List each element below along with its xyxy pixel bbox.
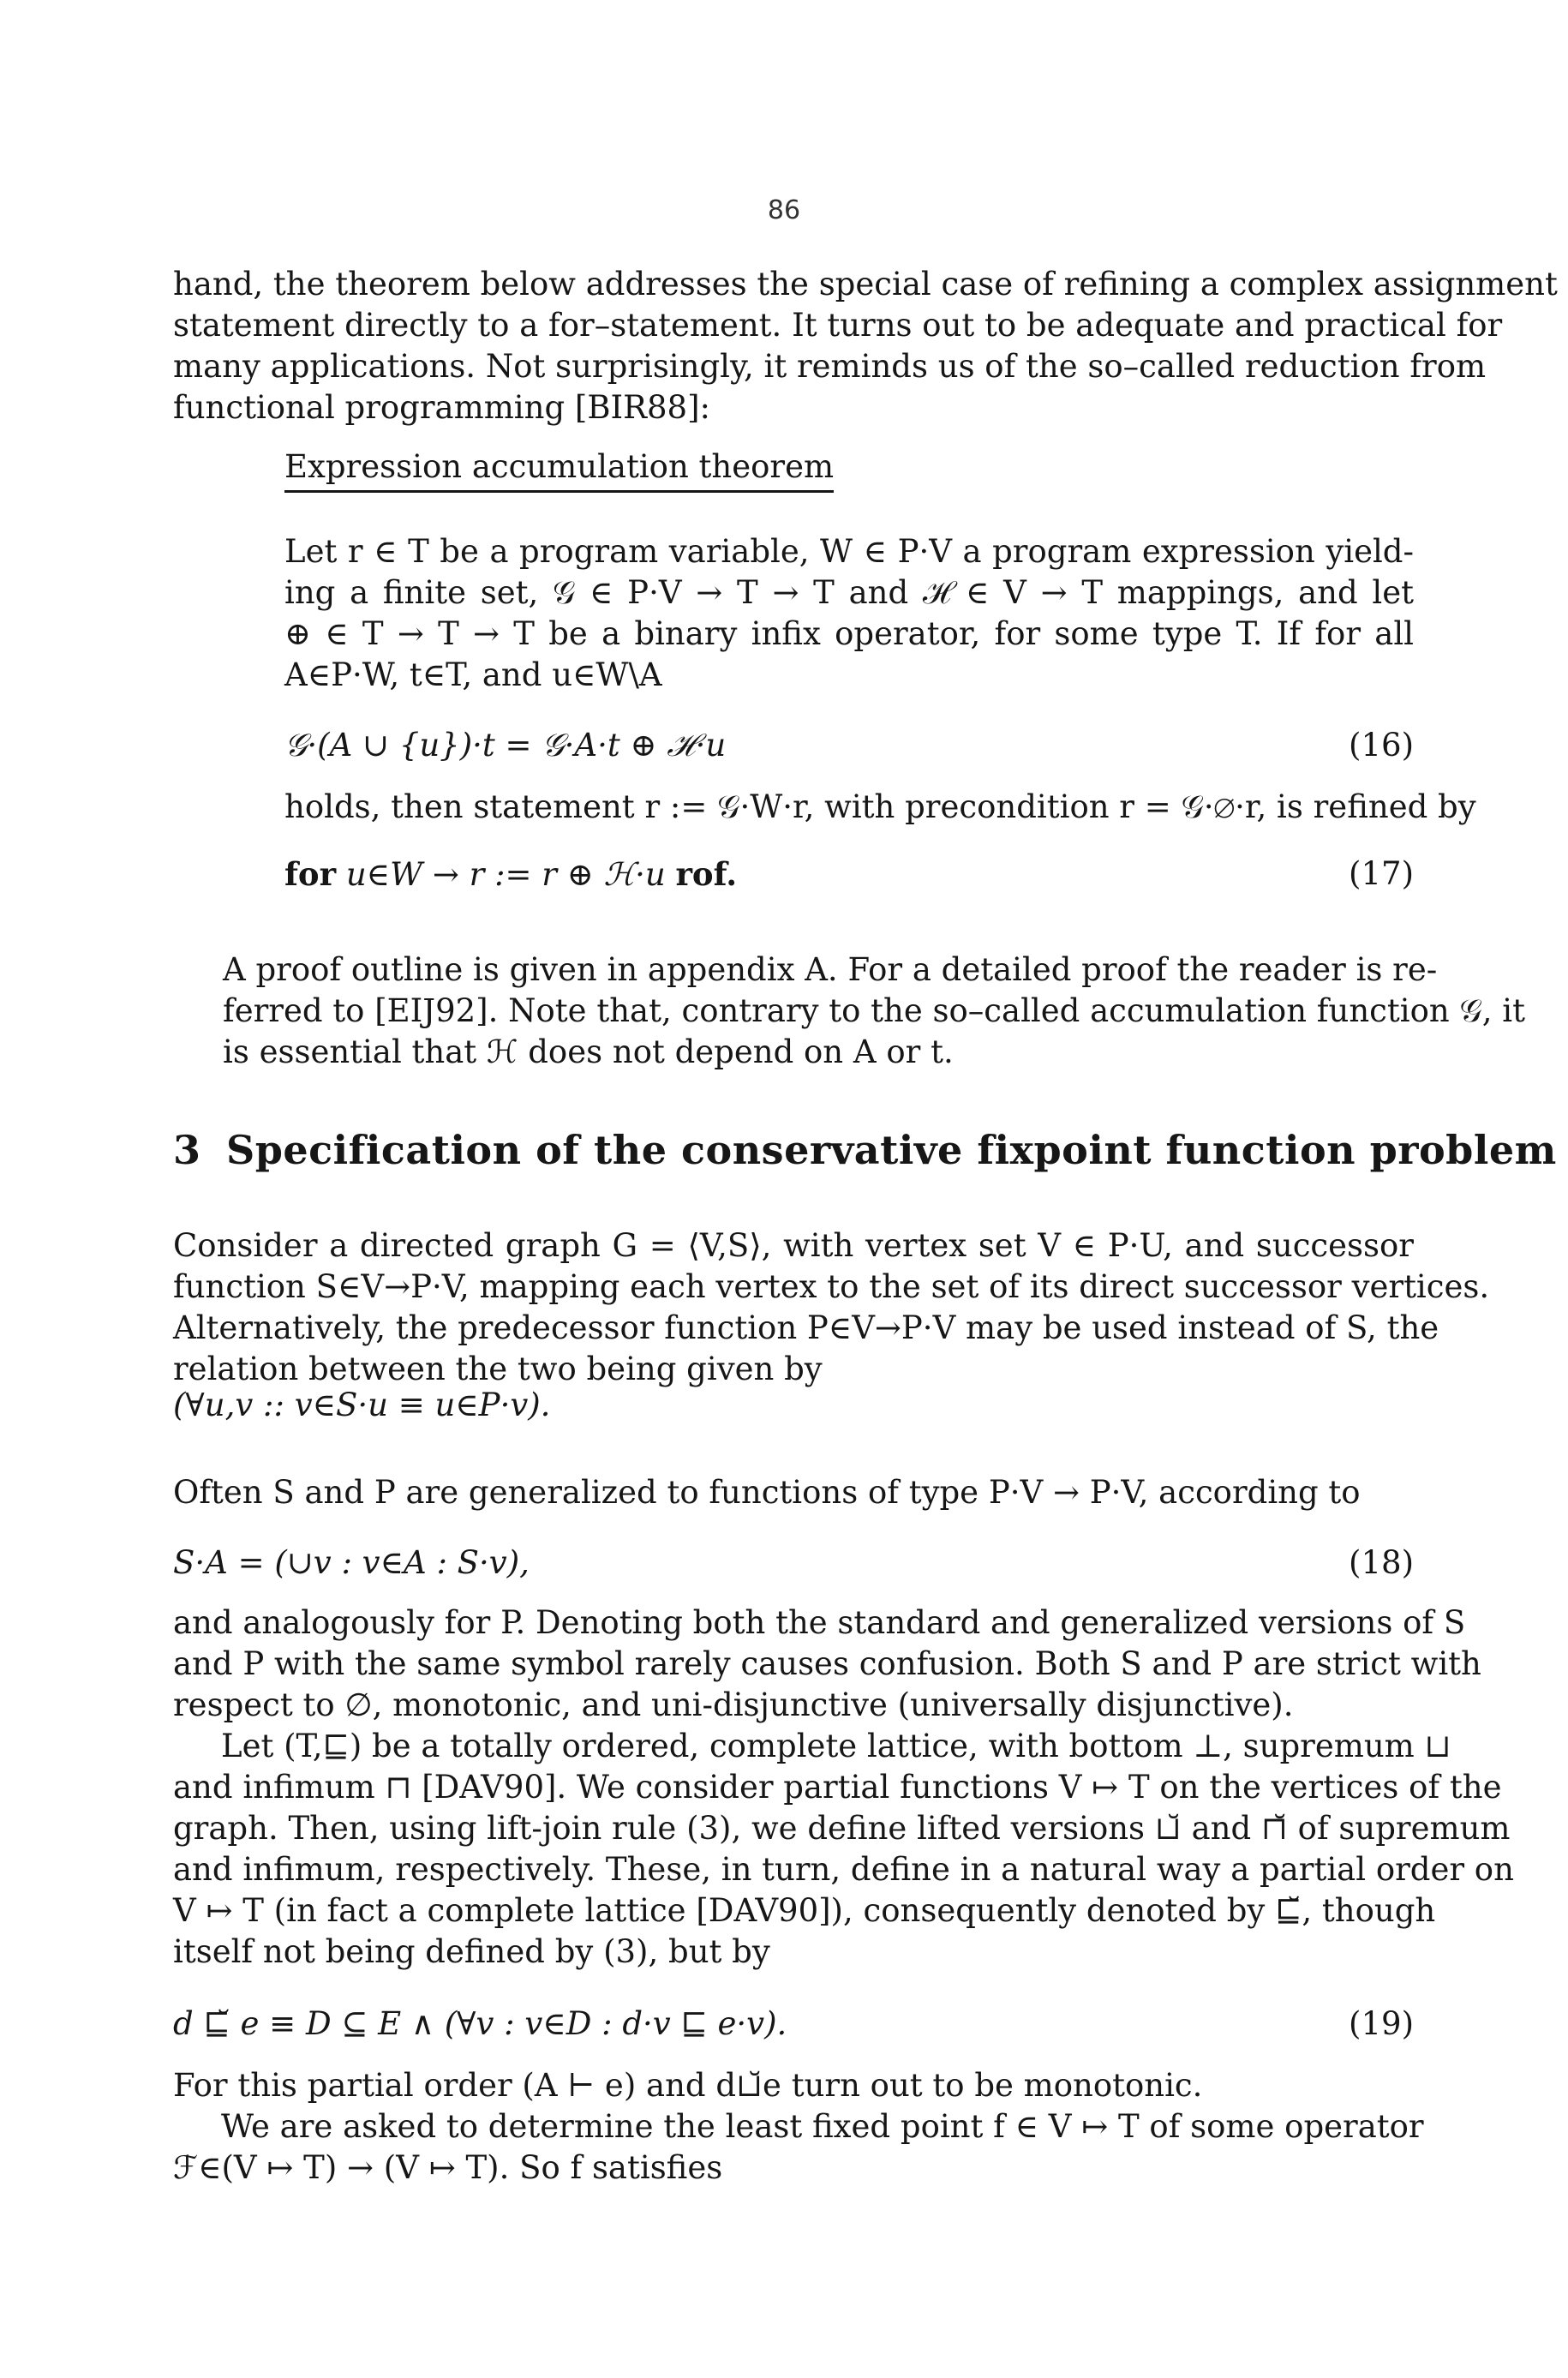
equation-16: 𝒢·(A ∪ {u})·t = 𝒢·A·t ⊕ ℋ·u — [284, 727, 727, 764]
text-line: Consider a directed graph G = ⟨V,S⟩, with vertex set V ∈ P·U, and successor — [173, 1227, 1414, 1264]
relation-equation: (∀u,v :: v∈S·u ≡ u∈P·v). — [173, 1387, 551, 1423]
text-line: Let (T,⊑) be a totally ordered, complete lattice, with bottom ⊥, supremum ⊔ — [221, 1728, 1451, 1764]
text-line: holds, then statement r := 𝒢·W·r, with precondition r = 𝒢·∅·r, is refined by — [284, 788, 1476, 825]
equation-18-label: (18) — [1349, 1544, 1414, 1581]
generalized-paragraph — [173, 1472, 1414, 1513]
keyword-for: for — [284, 855, 337, 893]
fixpoint-paragraph — [173, 2147, 1414, 2189]
text-line: and infimum ⊓ [DAV90]. We consider partial functions V ↦ T on the vertices of the — [173, 1769, 1502, 1806]
analogous-paragraph — [173, 1602, 1481, 1726]
text-line: For this partial order (A ⊢ e) and d⊔̆e turn out to be monotonic. — [173, 2067, 1203, 2104]
text-line: functional programming [BIR88]: — [173, 389, 710, 426]
fixpoint-paragraph-first-line — [221, 2106, 1424, 2147]
monotonic-paragraph — [173, 2065, 1414, 2106]
theorem-conclusion — [284, 787, 1476, 828]
text-line: many applications. Not surprisingly, it reminds us of the so–called reduction from — [173, 348, 1487, 385]
equation-17-label: (17) — [1349, 855, 1414, 892]
equation-16-label: (16) — [1349, 727, 1414, 764]
text-line: and infimum, respectively. These, in turn, define in a natural way a partial order on — [173, 1851, 1514, 1888]
text-line: is essential that ℋ does not depend on A or t. — [223, 1033, 954, 1070]
section-title: Specification of the conservative fixpoint function problem — [226, 1127, 1557, 1173]
equation-17-body: u∈W → r := r ⊕ ℋ·u — [336, 856, 676, 893]
text-line: Often S and P are generalized to functions of type P·V → P·V, according to — [173, 1474, 1361, 1511]
equation-17 — [284, 854, 737, 895]
text-line: and P with the same symbol rarely causes confusion. Both S and P are strict with — [173, 1645, 1481, 1682]
equation-18: S·A = (∪v : v∈A : S·v), — [173, 1544, 530, 1581]
text-line: itself not being defined by (3), but by — [173, 1933, 770, 1970]
lattice-paragraph-first-line — [221, 1726, 1451, 1767]
text-line: ℱ∈(V ↦ T) → (V ↦ T). So f satisfies — [173, 2149, 723, 2186]
equation-19: d ⊑̆ e ≡ D ⊆ E ∧ (∀v : v∈D : d·v ⊑ e·v). — [173, 2005, 787, 2042]
text-line: function S∈V→P·V, mapping each vertex to the set of its direct successor vertices. — [173, 1268, 1490, 1305]
text-line: graph. Then, using lift-join rule (3), we define lifted versions ⊔̆ and ⊓̆ of supremum — [173, 1810, 1511, 1847]
graph-paragraph — [173, 1225, 1490, 1390]
text-line: Alternatively, the predecessor function P∈V→P·V may be used instead of S, the — [173, 1309, 1439, 1346]
text-line: statement directly to a for–statement. It turns out to be adequate and practical for — [173, 307, 1503, 344]
text-line: ferred to [EIJ92]. Note that, contrary to the so–called accumulation function 𝒢, it — [223, 992, 1526, 1029]
text-line: A proof outline is given in appendix A. For a detailed proof the reader is re- — [223, 951, 1438, 988]
text-line: ⊕ ∈ T → T → T be a binary infix operator, for some type T. If for all — [284, 615, 1414, 652]
text-line: relation between the two being given by — [173, 1351, 823, 1387]
text-line: hand, the theorem below addresses the special case of refining a complex assignment — [173, 266, 1558, 302]
theorem-premise — [284, 531, 1414, 696]
text-line: ing a finite set, 𝒢 ∈ P·V → T → T and ℋ ∈ V → T mappings, and let — [284, 574, 1414, 611]
page-number: 86 — [767, 195, 801, 225]
keyword-rof: rof. — [675, 855, 738, 893]
text-line: Let r ∈ T be a program variable, W ∈ P·V a program expression yield- — [284, 533, 1414, 570]
text-line: V ↦ T (in fact a complete lattice [DAV90]), consequently denoted by ⊑̆, though — [173, 1892, 1436, 1929]
text-line: respect to ∅, monotonic, and uni-disjunctive (universally disjunctive). — [173, 1686, 1294, 1723]
intro-paragraph — [173, 264, 1558, 428]
text-line: A∈P·W, t∈T, and u∈W\A — [284, 656, 662, 693]
text-line: We are asked to determine the least fixed point f ∈ V ↦ T of some operator — [221, 2108, 1424, 2145]
section-heading — [173, 1129, 1557, 1171]
proof-note-paragraph — [223, 949, 1526, 1073]
lattice-paragraph — [173, 1767, 1514, 1973]
equation-19-label: (19) — [1349, 2005, 1414, 2042]
section-number: 3 — [173, 1127, 201, 1173]
text-line: and analogously for P. Denoting both the standard and generalized versions of S — [173, 1604, 1466, 1641]
theorem-title: Expression accumulation theorem — [284, 447, 834, 493]
